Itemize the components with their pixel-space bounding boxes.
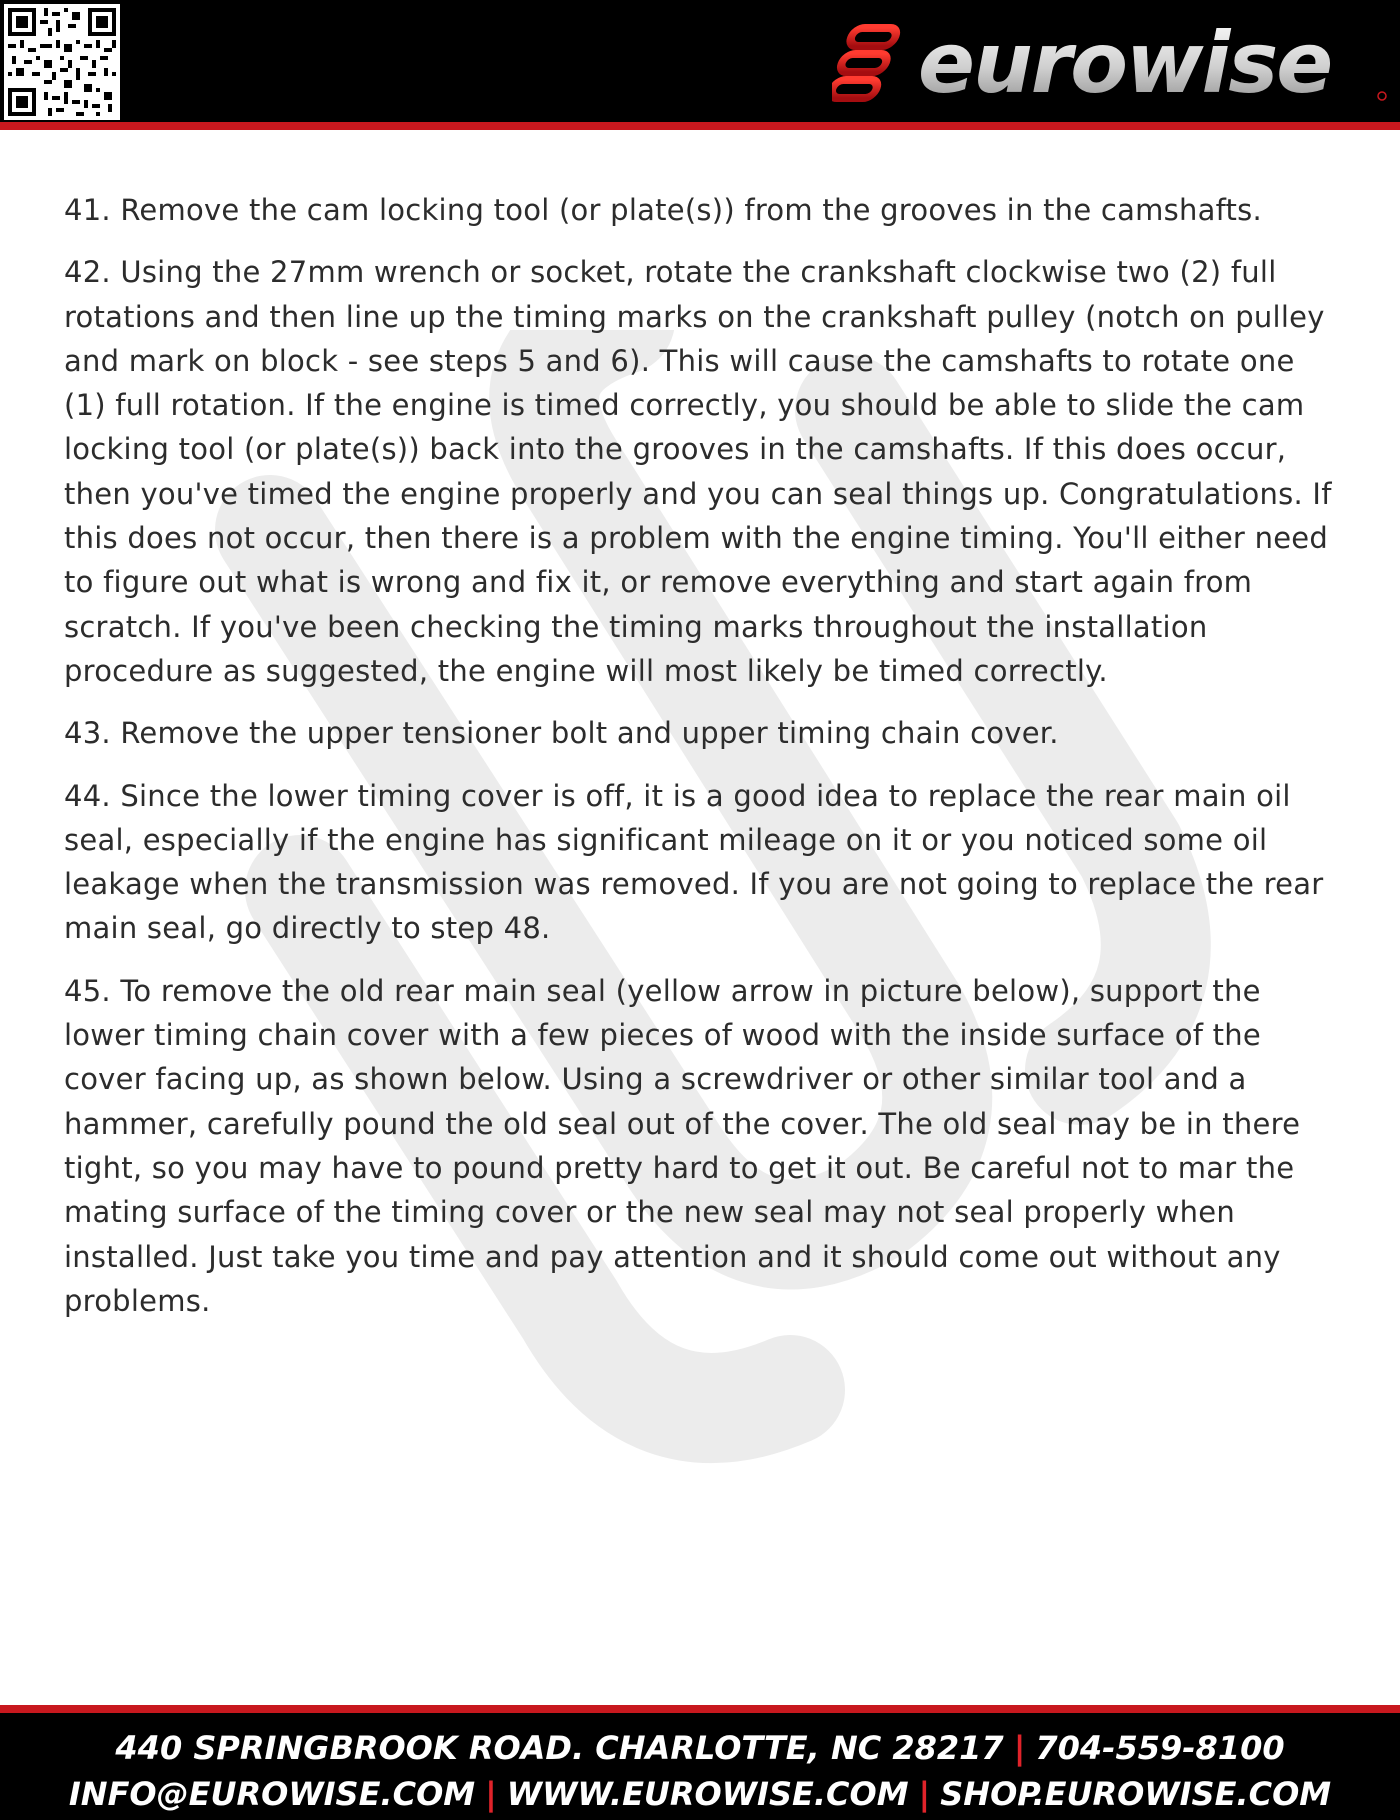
footer-shop: SHOP.EUROWISE.COM [940, 1775, 1332, 1813]
step-45: 45. To remove the old rear main seal (yellow arrow in picture below), support the lower timing chain cover with a few pieces of wood with the inside surface of the cover facing up, as shown below. Using a screwdriver or other similar tool and a hammer, carefully pound the old seal out of the cover. The old seal may be in there tight, so you may have to pound pretty hard to get it out. Be careful not to mar the mating surface of the timing cover or the new seal may not seal properly when installed. Just take you time and pay attention and it should come out without any problems. [64, 973, 1301, 1318]
footer-contact-line [0, 1771, 1400, 1817]
page-header [0, 0, 1400, 130]
footer-address-line [0, 1725, 1400, 1771]
footer-email: INFO@EUROWISE.COM [68, 1775, 476, 1813]
page-footer [0, 1705, 1400, 1820]
step-44: 44. Since the lower timing cover is off, it is a good idea to replace the rear main oil seal, especially if the engine has significant mileage on it or you noticed some oil leakage when the transmission was removed. If you are not going to replace the rear main seal, go directly to step 48. [64, 778, 1324, 946]
instructions-body [64, 188, 1342, 1341]
footer-website: WWW.EUROWISE.COM [506, 1775, 909, 1813]
qr-code-icon [4, 4, 120, 120]
step-42: 42. Using the 27mm wrench or socket, rotate the crankshaft clockwise two (2) full rotations and then line up the timing marks on the crankshaft pulley (notch on pulley and mark on block - see steps 5 and 6). This will cause the camshafts to rotate one (1) full rotation. If the engine is timed correctly, you should be able to slide the cam locking tool (or plate(s)) back into the grooves in the camshafts. If this does occur, then you've timed the engine properly and you can seal things up. Congratulations. If this does not occur, then there is a problem with the engine timing. You'll either need to figure out what is wrong and fix it, or remove everything and start again from scratch. If you've been checking the timing marks throughout the installation procedure as suggested, the engine will most likely be timed correctly. [64, 255, 1332, 688]
footer-separator: | [918, 1775, 931, 1813]
step-43: 43. Remove the upper tensioner bolt and upper timing chain cover. [64, 716, 1059, 751]
footer-address: 440 SPRINGBROOK ROAD. CHARLOTTE, NC 28217 [115, 1729, 1004, 1767]
footer-phone: 704-559-8100 [1035, 1729, 1285, 1767]
brand-swirl-icon [832, 28, 899, 98]
footer-separator: | [1013, 1729, 1026, 1767]
step-41: 41. Remove the cam locking tool (or plate(s)) from the grooves in the camshafts. [64, 193, 1262, 227]
footer-separator: | [485, 1775, 497, 1813]
eurowise-logo [832, 14, 1392, 114]
svg-text:eurowise: eurowise [918, 14, 1332, 112]
